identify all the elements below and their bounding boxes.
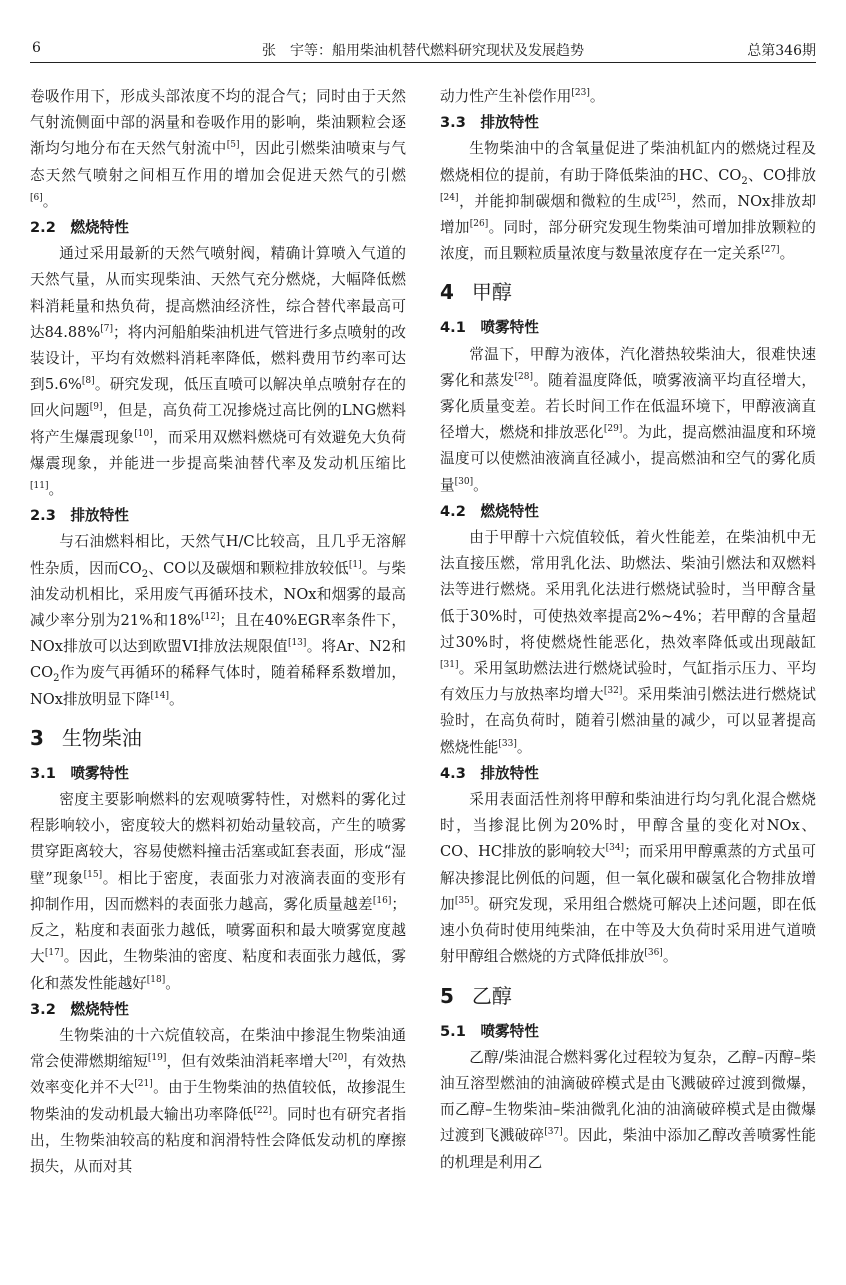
- subsection-heading: 4.1 喷雾特性: [440, 319, 539, 337]
- paragraph: 动力性产生补偿作用[23]。: [440, 88, 605, 105]
- citation: [8]: [81, 376, 95, 387]
- subsection-heading: 5.1 喷雾特性: [440, 1022, 539, 1040]
- paragraph: 通过采用最新的天然气喷射阀，精确计算喷入气道的天然气量，从而实现柴油、天然气充分燃烧，大幅降低燃料消耗量和热负荷，提高燃油经济性，综合替代率最高可达84.88%[7]；将内河船舶柴油机进气管进行多点喷射的改装设计，平均有效燃料消耗率降低，燃料费用节约率可达到5.6%[8]。研究发现，低压直喷可以解决单点喷射存在的回火问题[9]，但是，高负荷工况掺烧过高比例的LNG燃料将产生爆震现象[10]，而采用双燃料燃烧可有效避免大负荷爆震现象，并能进一步提高柴油替代率及发动机压缩比[11]。: [30, 245, 406, 499]
- citation: [28]: [514, 371, 533, 382]
- citation: [23]: [571, 88, 590, 99]
- citation: [17]: [44, 948, 64, 959]
- citation: [21]: [134, 1079, 153, 1090]
- paragraph: 与石油燃料相比，天然气H/C比较高，且几乎无溶解性杂质，因而$CO_2$、CO以及碳烟和颗粒排放较低[1]。与柴油发动机相比，采用废气再循环技术，NOx和烟雾的最高减少率分别为21%和18%[12]；且在40%EGR率条件下，NOx排放可以达到欧盟VI排放法规限值[13]。将Ar、N2和$CO_2$作为废气再循环的稀释气体时，随着稀释系数增加，NOx排放明显下降[14]。: [30, 533, 406, 708]
- citation: [20]: [328, 1053, 348, 1064]
- citation: [37]: [544, 1127, 563, 1138]
- citation: [10]: [134, 428, 153, 439]
- subsection-heading: 2.2 燃烧特性: [30, 219, 129, 237]
- subsection-heading: 4.2 燃烧特性: [440, 502, 539, 520]
- subsection-heading: 2.3 排放特性: [30, 507, 129, 525]
- paragraph: 由于甲醇十六烷值较低，着火性能差，在柴油机中无法直接压燃，常用乳化法、助燃法、柴油引燃法和双燃料法等进行燃烧。采用乳化法进行燃烧试验时，当甲醇含量低于30%时，可使热效率提高2%~4%；若甲醇的含量超过30%时，将使燃烧性能恶化，热效率降低或出现敲缸[31]。采用氢助燃法进行燃烧试验时，气缸指示压力、平均有效压力与放热率均增大[32]。采用柴油引燃法进行燃烧试验时，在高负荷时，随着引燃油量的减少，可以显著提高燃烧性能[33]。: [440, 529, 816, 756]
- citation: [6]: [30, 192, 43, 203]
- citation: [7]: [100, 323, 114, 334]
- citation: [36]: [644, 948, 663, 959]
- page-number: 6: [32, 40, 41, 56]
- citation: [11]: [30, 481, 49, 492]
- paragraph: 常温下，甲醇为液体，汽化潜热较柴油大，很难快速雾化和蒸发[28]。随着温度降低，喷雾液滴平均直径增大，雾化质量变差。若长时间工作在低温环境下，甲醇液滴直径增大，燃烧和排放恶化[29]。为此，提高燃油温度和环境温度可以使燃油液滴直径减小，提高燃油和空气的雾化质量[30]。: [440, 345, 816, 494]
- section-heading: 5 乙醇: [440, 983, 512, 1008]
- paragraph: 采用表面活性剂将甲醇和柴油进行均匀乳化混合燃烧时，当掺混比例为20%时，甲醇含量的变化对NOx、CO、HC排放的影响较大[34]；而采用甲醇熏蒸的方式虽可解决掺混比例低的问题，但一氧化碳和碳氢化合物排放增加[35]。研究发现，采用组合燃烧可解决上述问题，即在低速小负荷时使用纯柴油，在中等及大负荷时采用进气道喷射甲醇组合燃烧的方式降低排放[36]。: [440, 791, 816, 966]
- paragraph: 乙醇/柴油混合燃料雾化过程较为复杂，乙醇–丙醇–柴油互溶型燃油的油滴破碎模式是由飞溅破碎过渡到微爆，而乙醇–生物柴油–柴油微乳化油的油滴破碎模式是由微爆过渡到飞溅破碎[37]。因此，柴油中添加乙醇改善喷雾性能的机理是利用乙: [440, 1048, 816, 1171]
- citation: [30]: [454, 476, 474, 487]
- citation: [35]: [454, 896, 474, 907]
- paragraph: 生物柴油中的含氧量促进了柴油机缸内的燃烧过程及燃烧相位的提前，有助于降低柴油的HC、$CO_2$、CO排放[24]，并能抑制碳烟和微粒的生成[25]，然而，NOx排放却增加[26]。同时，部分研究发现生物柴油可增加排放颗粒的浓度，而且颗粒质量浓度与数量浓度存在一定关系[27]。: [440, 140, 816, 263]
- citation: [5]: [226, 140, 240, 151]
- citation: [9]: [89, 402, 103, 413]
- issue-number: 总第346期: [747, 43, 816, 59]
- right-column: [440, 84, 816, 1176]
- citation: [12]: [201, 612, 220, 623]
- citation: [34]: [605, 843, 625, 854]
- citation: [19]: [147, 1053, 167, 1064]
- citation: [13]: [287, 638, 307, 649]
- citation: [14]: [150, 690, 170, 701]
- citation: [29]: [603, 424, 623, 435]
- running-title: 张 宇等：船用柴油机替代燃料研究现状及发展趋势: [262, 43, 584, 59]
- citation: [33]: [498, 738, 517, 749]
- citation: [16]: [372, 896, 392, 907]
- citation: [22]: [253, 1105, 272, 1116]
- subsection-heading: 4.3 排放特性: [440, 764, 539, 782]
- citation: [26]: [469, 219, 489, 230]
- paragraph: 卷吸作用下，形成头部浓度不均的混合气；同时由于天然气射流侧面中部的涡量和卷吸作用的影响，柴油颗粒会逐渐均匀地分布在天然气射流中[5]，因此引燃柴油喷束与气态天然气喷射之间相互作用的增加会促进天然气的引燃[6]。: [30, 88, 406, 210]
- citation: [25]: [657, 192, 676, 203]
- citation: [1]: [348, 559, 362, 570]
- citation: [27]: [761, 245, 780, 256]
- subsection-heading: 3.3 排放特性: [440, 114, 539, 132]
- section-heading: 4 甲醇: [440, 280, 512, 305]
- paragraph: 生物柴油的十六烷值较高，在柴油中掺混生物柴油通常会使滞燃期缩短[19]，但有效柴油消耗率增大[20]，有效热效率变化并不大[21]。由于生物柴油的热值较低，故掺混生物柴油的发动机最大输出功率降低[22]。同时也有研究者指出，生物柴油较高的粘度和润滑特性会降低发动机的摩擦损失，从而对其: [30, 1026, 406, 1175]
- subsection-heading: 3.2 燃烧特性: [30, 1000, 129, 1018]
- citation: [24]: [440, 192, 459, 203]
- section-heading: 3 生物柴油: [30, 725, 142, 750]
- citation: [18]: [146, 974, 166, 985]
- citation: [15]: [83, 869, 103, 880]
- left-column: [30, 84, 406, 1180]
- paragraph: 密度主要影响燃料的宏观喷雾特性，对燃料的雾化过程影响较小，密度较大的燃料初始动量较高，产生的喷雾贯穿距离较大，容易使燃料撞击活塞或缸套表面，形成“湿壁”现象[15]。相比于密度，表面张力对液滴表面的变形有抑制作用，因而燃料的表面张力越高，雾化质量越差[16]；反之，粘度和表面张力越低，喷雾面积和最大喷雾宽度越大[17]。因此，生物柴油的密度、粘度和表面张力越低，雾化和蒸发性能越好[18]。: [30, 791, 406, 992]
- citation: [32]: [603, 686, 623, 697]
- subsection-heading: 3.1 喷雾特性: [30, 764, 129, 782]
- citation: [31]: [440, 660, 459, 671]
- running-header: [30, 38, 816, 63]
